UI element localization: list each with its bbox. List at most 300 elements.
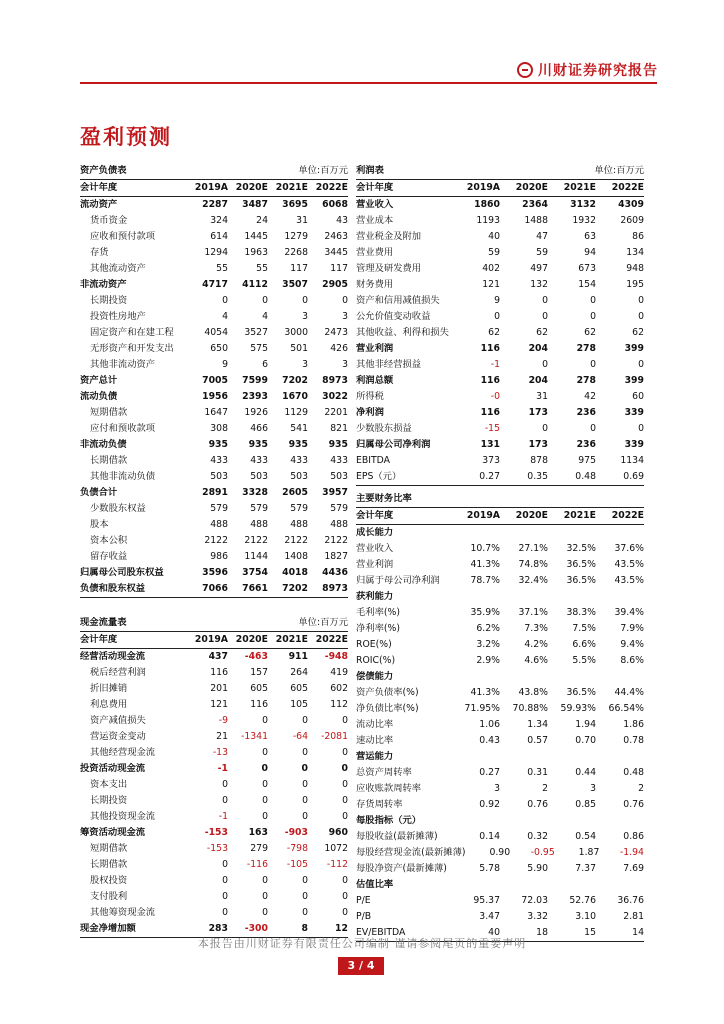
row-value: 503 <box>210 471 228 482</box>
row-value: 0 <box>262 907 268 918</box>
section-row <box>356 525 644 541</box>
table-row <box>356 373 644 389</box>
row-label: 负债合计 <box>80 487 118 498</box>
row-label: 长期借款 <box>90 859 128 870</box>
row-value: -1 <box>490 359 500 370</box>
row-value: 163 <box>248 827 268 838</box>
table-row <box>356 277 644 293</box>
row-value: 0.69 <box>623 471 644 482</box>
row-value: -153 <box>204 827 228 838</box>
row-value: 5.78 <box>479 863 500 874</box>
row-value: 0 <box>262 779 268 790</box>
row-value: 0.48 <box>623 767 644 778</box>
row-value: 3596 <box>202 567 228 578</box>
row-value: 2287 <box>202 199 228 210</box>
row-value: 43.8% <box>518 687 548 698</box>
row-label: 利润总额 <box>356 375 394 386</box>
row-value: -15 <box>484 423 500 434</box>
row-value: 9 <box>222 359 228 370</box>
row-value: 0 <box>222 859 228 870</box>
row-value: 488 <box>290 519 308 530</box>
table-row <box>356 421 644 437</box>
column-header-year: 2020E <box>235 182 268 193</box>
row-value: 236 <box>576 407 596 418</box>
row-value: 3 <box>302 359 308 370</box>
row-value: 278 <box>576 375 596 386</box>
row-value: 0 <box>542 359 548 370</box>
row-value: 1193 <box>476 215 500 226</box>
row-value: -463 <box>244 651 268 662</box>
table-row <box>80 649 348 665</box>
row-value: 0 <box>302 295 308 306</box>
row-label: 营运资金变动 <box>90 731 146 742</box>
row-value: -2081 <box>320 731 348 742</box>
row-value: 2393 <box>242 391 268 402</box>
row-value: 0 <box>341 763 348 774</box>
row-value: 8.6% <box>620 655 644 666</box>
row-value: 0.76 <box>527 799 548 810</box>
row-label: 营业利润 <box>356 559 394 570</box>
row-value: 960 <box>328 827 348 838</box>
row-label: 存货周转率 <box>356 799 403 810</box>
table-row <box>356 341 644 357</box>
row-value: 935 <box>328 439 348 450</box>
row-value: 433 <box>250 455 268 466</box>
row-value: 35.9% <box>470 607 500 618</box>
column-header-year: 2020E <box>235 634 268 645</box>
row-label: 应收和预付款项 <box>90 231 156 242</box>
row-value: 1.87 <box>578 847 600 858</box>
row-value: 173 <box>528 439 548 450</box>
table-row <box>80 857 348 873</box>
table-header-row <box>80 632 348 649</box>
row-value: 935 <box>288 439 308 450</box>
row-value: 0 <box>262 891 268 902</box>
table-row <box>356 797 644 813</box>
row-value: 9 <box>494 295 500 306</box>
table-row <box>356 245 644 261</box>
table-header-row <box>356 508 644 525</box>
row-label: 股权投资 <box>90 875 128 886</box>
row-value: 0 <box>302 811 308 822</box>
row-label: 公允价值变动收益 <box>356 311 431 322</box>
row-value: 21 <box>216 731 228 742</box>
row-label: 长期投资 <box>90 795 128 806</box>
table-row <box>80 761 348 777</box>
table-row <box>80 261 348 277</box>
table-row <box>356 893 644 909</box>
row-value: 4 <box>222 311 228 322</box>
row-value: 62 <box>488 327 500 338</box>
row-value: 911 <box>288 651 308 662</box>
table-row <box>80 245 348 261</box>
row-label: 其他筹资现金流 <box>90 907 156 918</box>
table-row <box>356 909 644 925</box>
row-value: 339 <box>624 407 644 418</box>
header-title: 川财证券研究报告 <box>538 63 658 79</box>
row-value: 86 <box>632 231 644 242</box>
column-header-year: 2019A <box>194 182 228 193</box>
table-row <box>80 341 348 357</box>
table-unit: 单位:百万元 <box>298 165 348 176</box>
table-row <box>80 681 348 697</box>
row-value: 1.94 <box>575 719 596 730</box>
row-value: 419 <box>330 667 348 678</box>
row-value: 4.2% <box>524 639 548 650</box>
row-value: 2122 <box>244 535 268 546</box>
row-label: 资本支出 <box>90 779 128 790</box>
column-header-year: 2020E <box>515 510 548 521</box>
row-label: 投资性房地产 <box>90 311 146 322</box>
row-label: 营业费用 <box>356 247 394 258</box>
row-value: 0 <box>638 359 644 370</box>
table-header-row <box>356 180 644 197</box>
row-value: 0 <box>590 311 596 322</box>
table-row <box>356 829 644 845</box>
row-value: -13 <box>212 747 228 758</box>
table-unit: 单位:百万元 <box>594 165 644 176</box>
row-value: 0.43 <box>479 735 500 746</box>
row-value: 614 <box>210 231 228 242</box>
row-label: 归属母公司股东权益 <box>80 567 164 578</box>
row-value: 1129 <box>284 407 308 418</box>
row-value: 43.5% <box>614 575 644 586</box>
row-value: 2463 <box>324 231 348 242</box>
row-value: 201 <box>210 683 228 694</box>
row-value: 373 <box>482 455 500 466</box>
table-row <box>80 841 348 857</box>
column-header-label: 会计年度 <box>80 182 118 193</box>
table-title: 现金流量表 <box>80 617 127 628</box>
row-value: -112 <box>326 859 348 870</box>
row-value: 37.6% <box>614 543 644 554</box>
row-value: 579 <box>290 503 308 514</box>
row-value: 3000 <box>284 327 308 338</box>
row-value: 1860 <box>474 199 500 210</box>
row-value: 0 <box>638 311 644 322</box>
row-value: 1.86 <box>623 719 644 730</box>
column-header-label: 会计年度 <box>356 182 394 193</box>
row-value: 0 <box>302 747 308 758</box>
table-row <box>80 453 348 469</box>
row-value: 0 <box>222 795 228 806</box>
row-value: 38.3% <box>566 607 596 618</box>
row-label: 其他非经营损益 <box>356 359 422 370</box>
row-value: 0 <box>302 715 308 726</box>
row-value: 1445 <box>244 231 268 242</box>
row-value: 3022 <box>322 391 348 402</box>
table-row <box>356 357 644 373</box>
row-label: 其他流动资产 <box>90 263 146 274</box>
row-value: 1926 <box>244 407 268 418</box>
row-value: 7066 <box>202 583 228 594</box>
row-label: 筹资活动现金流 <box>80 827 146 838</box>
row-value: 3527 <box>244 327 268 338</box>
row-value: 0.48 <box>575 471 596 482</box>
row-value: 488 <box>250 519 268 530</box>
page-number: 3 / 4 <box>338 957 384 975</box>
row-value: 503 <box>290 471 308 482</box>
row-value: -0 <box>490 391 500 402</box>
row-value: 7661 <box>242 583 268 594</box>
row-value: 6.6% <box>572 639 596 650</box>
column-header-year: 2020E <box>515 182 548 193</box>
row-value: 466 <box>250 423 268 434</box>
row-label: 税后经营利润 <box>90 667 146 678</box>
table-title: 利润表 <box>356 165 384 176</box>
row-label: 营业成本 <box>356 215 394 226</box>
row-value: 7202 <box>282 583 308 594</box>
row-label: 每股经营现金流(最新摊薄) <box>356 847 466 858</box>
table-row <box>356 541 644 557</box>
row-value: 308 <box>210 423 228 434</box>
row-value: 63 <box>584 231 596 242</box>
row-value: 3.32 <box>527 911 548 922</box>
row-value: 36.5% <box>566 575 596 586</box>
row-value: 975 <box>578 455 596 466</box>
row-value: 3.10 <box>575 911 596 922</box>
row-value: 1134 <box>620 455 644 466</box>
table-row <box>80 357 348 373</box>
row-value: 134 <box>626 247 644 258</box>
table-title-row <box>356 491 644 508</box>
row-value: 0.32 <box>527 831 548 842</box>
row-value: 1670 <box>282 391 308 402</box>
financial-ratios-table <box>356 491 644 942</box>
row-value: 579 <box>330 503 348 514</box>
row-value: 0 <box>494 311 500 322</box>
income-statement-table <box>356 163 644 486</box>
row-label: 流动比率 <box>356 719 394 730</box>
row-value: 1.06 <box>479 719 500 730</box>
row-value: 1963 <box>244 247 268 258</box>
row-value: 117 <box>330 263 348 274</box>
row-value: 2 <box>542 783 548 794</box>
row-label: 负债和股东权益 <box>80 583 146 594</box>
row-value: 66.54% <box>608 703 644 714</box>
row-label: 应收账款周转率 <box>356 783 422 794</box>
row-label: EV/EBITDA <box>356 927 406 938</box>
row-value: 94 <box>584 247 596 258</box>
table-row <box>80 873 348 889</box>
table-title: 主要财务比率 <box>356 493 412 504</box>
table-row <box>80 485 348 501</box>
row-value: 2.81 <box>623 911 644 922</box>
row-value: 71.95% <box>464 703 500 714</box>
row-value: 283 <box>208 923 228 934</box>
column-header-year: 2022E <box>315 634 348 645</box>
row-value: 1294 <box>204 247 228 258</box>
row-value: 55 <box>216 263 228 274</box>
row-value: 36.5% <box>566 687 596 698</box>
row-value: 1956 <box>202 391 228 402</box>
row-value: 3 <box>342 311 348 322</box>
row-value: 6.2% <box>476 623 500 634</box>
row-value: 433 <box>290 455 308 466</box>
row-value: 2364 <box>522 199 548 210</box>
row-label: 股本 <box>90 519 109 530</box>
row-value: 0.44 <box>575 767 596 778</box>
row-value: 43.5% <box>614 559 644 570</box>
row-value: 0 <box>342 295 348 306</box>
table-row <box>80 389 348 405</box>
row-value: 503 <box>250 471 268 482</box>
row-value: 2 <box>638 783 644 794</box>
row-value: 503 <box>330 471 348 482</box>
row-value: 1827 <box>324 551 348 562</box>
row-label: 固定资产和在建工程 <box>90 327 174 338</box>
row-value: 60 <box>632 391 644 402</box>
row-label: 长期投资 <box>90 295 128 306</box>
row-value: 7.69 <box>623 863 644 874</box>
row-value: -903 <box>284 827 308 838</box>
table-row <box>356 781 644 797</box>
row-value: 52.76 <box>569 895 596 906</box>
row-label: 获利能力 <box>356 591 394 602</box>
row-label: 其他非流动资产 <box>90 359 156 370</box>
row-label: 归属于母公司净利润 <box>356 575 440 586</box>
column-header-label: 会计年度 <box>356 510 394 521</box>
row-value: 14 <box>632 927 644 938</box>
row-value: 279 <box>250 843 268 854</box>
row-value: 0 <box>590 423 596 434</box>
row-label: 无形资产和开发支出 <box>90 343 174 354</box>
row-value: 3328 <box>242 487 268 498</box>
column-header-year: 2019A <box>194 634 228 645</box>
row-label: 速动比率 <box>356 735 394 746</box>
row-label: 估值比率 <box>356 879 394 890</box>
row-value: 116 <box>480 407 500 418</box>
row-value: 31 <box>536 391 548 402</box>
row-label: 营业收入 <box>356 199 394 210</box>
row-label: 应付和预收款项 <box>90 423 156 434</box>
row-value: 8973 <box>322 375 348 386</box>
row-value: 7.5% <box>572 623 596 634</box>
row-value: 821 <box>330 423 348 434</box>
table-row <box>356 621 644 637</box>
table-row <box>80 809 348 825</box>
table-title-row <box>356 163 644 180</box>
row-value: 0.86 <box>623 831 644 842</box>
table-unit: 单位:百万元 <box>298 617 348 628</box>
row-label: 货币资金 <box>90 215 128 226</box>
row-value: 15 <box>584 927 596 938</box>
row-value: 399 <box>624 343 644 354</box>
table-row <box>80 501 348 517</box>
row-value: 0 <box>590 359 596 370</box>
row-label: 资产减值损失 <box>90 715 146 726</box>
row-label: 短期借款 <box>90 407 128 418</box>
row-value: 78.7% <box>470 575 500 586</box>
row-value: -9 <box>218 715 228 726</box>
row-value: 7.3% <box>524 623 548 634</box>
row-label: 资产负债率(%) <box>356 687 419 698</box>
row-value: 59 <box>536 247 548 258</box>
row-value: 59.93% <box>560 703 596 714</box>
row-value: 0 <box>222 907 228 918</box>
table-row <box>80 581 348 598</box>
row-value: 0.85 <box>575 799 596 810</box>
row-value: 39.4% <box>614 607 644 618</box>
row-value: 62 <box>536 327 548 338</box>
row-label: 财务费用 <box>356 279 394 290</box>
row-value: 18 <box>536 927 548 938</box>
table-row <box>356 293 644 309</box>
row-label: 营运能力 <box>356 751 394 762</box>
table-row <box>356 717 644 733</box>
row-value: 2.9% <box>476 655 500 666</box>
row-label: 每股净资产(最新摊薄) <box>356 863 447 874</box>
row-value: 105 <box>290 699 308 710</box>
row-label: 成长能力 <box>356 527 394 538</box>
row-value: 264 <box>290 667 308 678</box>
table-row <box>80 213 348 229</box>
row-value: -798 <box>286 843 308 854</box>
table-row <box>80 905 348 921</box>
row-value: 501 <box>290 343 308 354</box>
table-row <box>80 277 348 293</box>
row-value: 0 <box>302 779 308 790</box>
row-label: 营业收入 <box>356 543 394 554</box>
row-value: 42 <box>584 391 596 402</box>
row-label: 净利率(%) <box>356 623 400 634</box>
table-row <box>80 293 348 309</box>
row-label: 留存收益 <box>90 551 128 562</box>
row-value: -948 <box>324 651 348 662</box>
row-label: 管理及研发费用 <box>356 263 422 274</box>
row-label: 每股收益(最新摊薄) <box>356 831 438 842</box>
table-row <box>356 453 644 469</box>
row-value: 0.57 <box>527 735 548 746</box>
table-row <box>356 309 644 325</box>
row-label: 其他收益、利得和损失 <box>356 327 449 338</box>
row-value: -64 <box>292 731 308 742</box>
row-label: 少数股东损益 <box>356 423 412 434</box>
row-value: 0 <box>638 423 644 434</box>
table-row <box>356 469 644 486</box>
row-value: 0 <box>542 311 548 322</box>
row-value: 433 <box>210 455 228 466</box>
row-label: 归属母公司净利润 <box>356 439 431 450</box>
row-value: -1.94 <box>619 847 644 858</box>
row-value: 3 <box>494 783 500 794</box>
row-value: 935 <box>208 439 228 450</box>
row-label: 营业税金及附加 <box>356 231 422 242</box>
row-value: 5.5% <box>572 655 596 666</box>
row-value: 278 <box>576 343 596 354</box>
row-value: -116 <box>246 859 268 870</box>
table-row <box>80 437 348 453</box>
row-value: 602 <box>330 683 348 694</box>
row-value: 3 <box>302 311 308 322</box>
row-value: 0 <box>222 875 228 886</box>
table-row <box>80 229 348 245</box>
row-value: 7.37 <box>575 863 596 874</box>
row-value: 2122 <box>324 535 348 546</box>
row-label: P/E <box>356 895 371 906</box>
row-value: 116 <box>210 667 228 678</box>
row-value: 1144 <box>244 551 268 562</box>
row-label: 其他非流动负债 <box>90 471 156 482</box>
table-row <box>80 309 348 325</box>
row-label: 其他经营现金流 <box>90 747 156 758</box>
table-row <box>80 777 348 793</box>
footer-disclaimer: 本报告由川财证券有限责任公司编制 谨请参阅尾页的重要声明 <box>197 937 527 950</box>
section-row <box>356 749 644 765</box>
row-label: 支付股利 <box>90 891 128 902</box>
row-value: 173 <box>528 407 548 418</box>
row-value: 339 <box>624 439 644 450</box>
